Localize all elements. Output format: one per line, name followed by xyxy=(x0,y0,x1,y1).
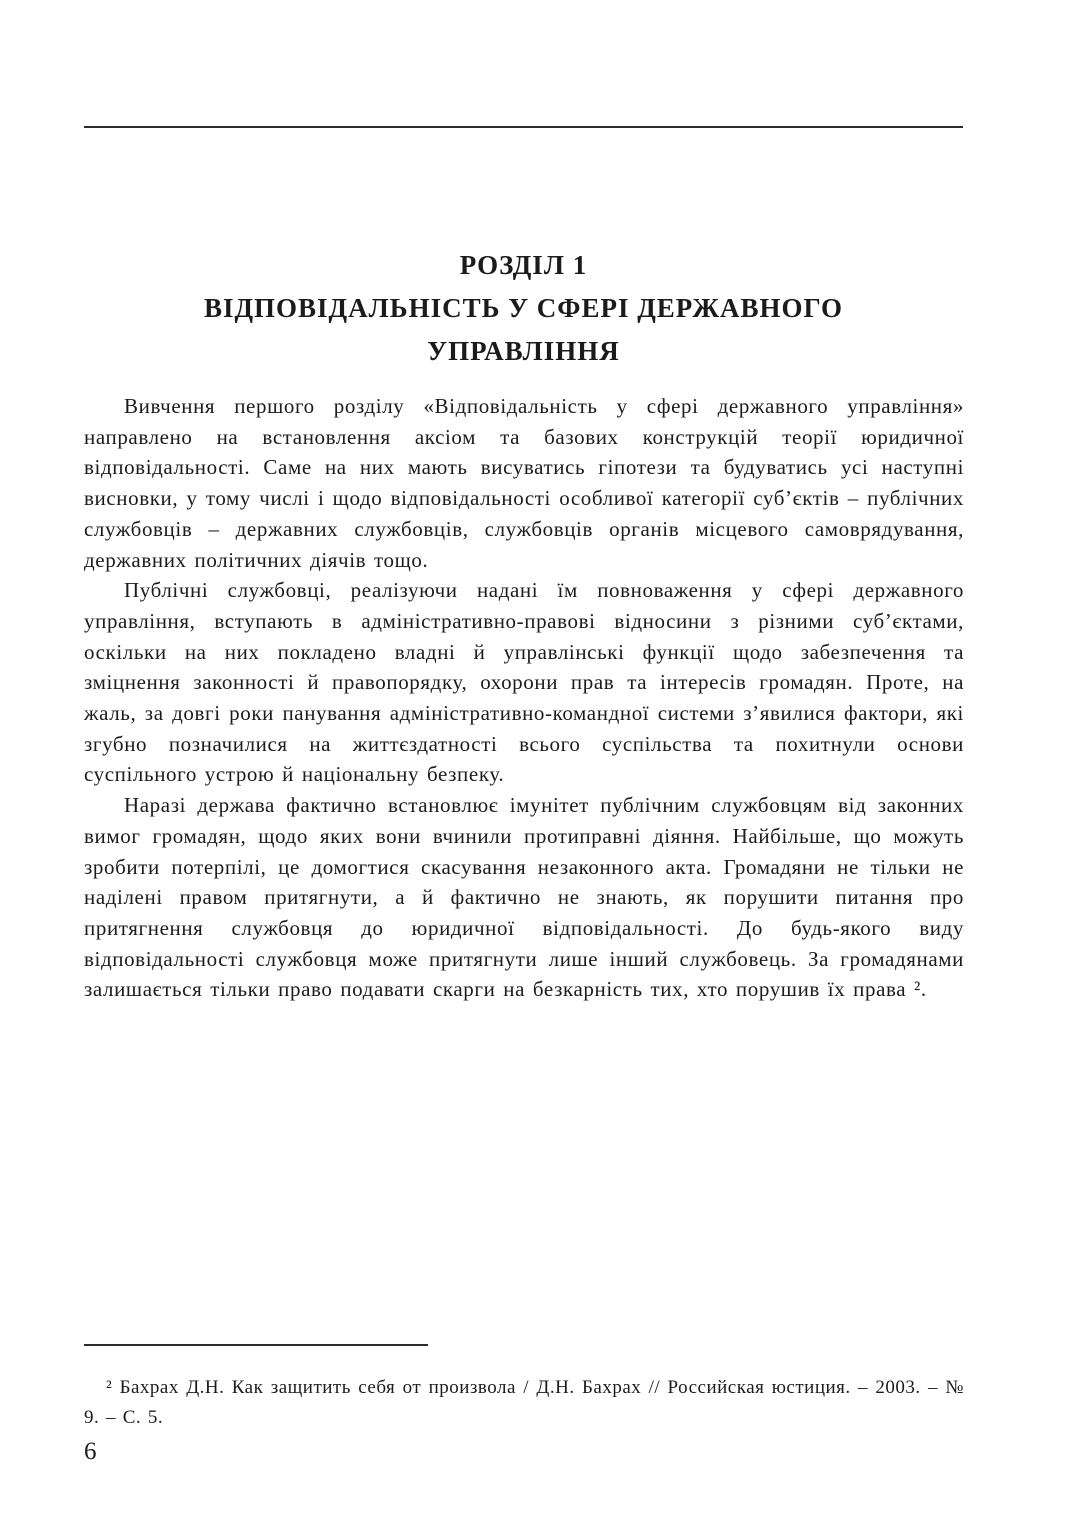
body-text xyxy=(84,391,964,1005)
chapter-title-line-2: УПРАВЛІННЯ xyxy=(427,336,620,366)
paragraph: Наразі держава фактично встановлює імунітет публічним службовцям від законних вимог громадян, щодо яких вони вчинили протиправні діяння. Найбільше, що можуть зробити потерпілі, це домогтися скасування незаконного акта. Громадяни не тільки не наділені правом притягнути, а й фактично не знають, як порушити питання про притягнення службовця до юридичної відповідальності. До будь-якого виду відповідальності службовця може притягнути лише інший службовець. За громадянами залишається тільки право подавати скарги на безкарність тих, хто порушив їх права ². xyxy=(84,793,964,1002)
chapter-heading xyxy=(84,244,963,373)
chapter-title-line-1: ВІДПОВІДАЛЬНІСТЬ У СФЕРІ ДЕРЖАВНОГО xyxy=(203,293,844,323)
footnote-text: ² Бахрах Д.Н. Как защитить себя от произвола / Д.Н. Бахрах // Российская юстиция. – 2003. – № 9. – С. 5. xyxy=(84,1377,964,1428)
paragraph: Вивчення першого розділу «Відповідальність у сфері державного управління» направлено на встановлення аксіом та базових конструкцій теорії юридичної відповідальності. Саме на них мають висуватись гіпотези та будуватись усі наступні висновки, у тому числі і щодо відповідальності особливої категорії суб’єктів – публічних службовців – державних службовців, службовців органів місцевого самоврядування, державних політичних діячів тощо. xyxy=(84,394,964,572)
header-rule xyxy=(84,126,963,128)
chapter-label: РОЗДІЛ 1 xyxy=(459,250,588,280)
page-number: 6 xyxy=(84,1438,97,1465)
footnote-rule xyxy=(84,1344,428,1346)
paragraph: Публічні службовці, реалізуючи надані їм повноваження у сфері державного управління, вступають в адміністративно-правові відносини з різними суб’єктами, оскільки на них покладено владні й управлінські функції щодо забезпечення та зміцнення законності й правопорядку, охорони прав та інтересів громадян. Проте, на жаль, за довгі роки панування адміністративно-командної системи з’явилися фактори, які згубно позначилися на життєздатності всього суспільства та похитнули основи суспільного устрою й національну безпеку. xyxy=(84,578,964,787)
